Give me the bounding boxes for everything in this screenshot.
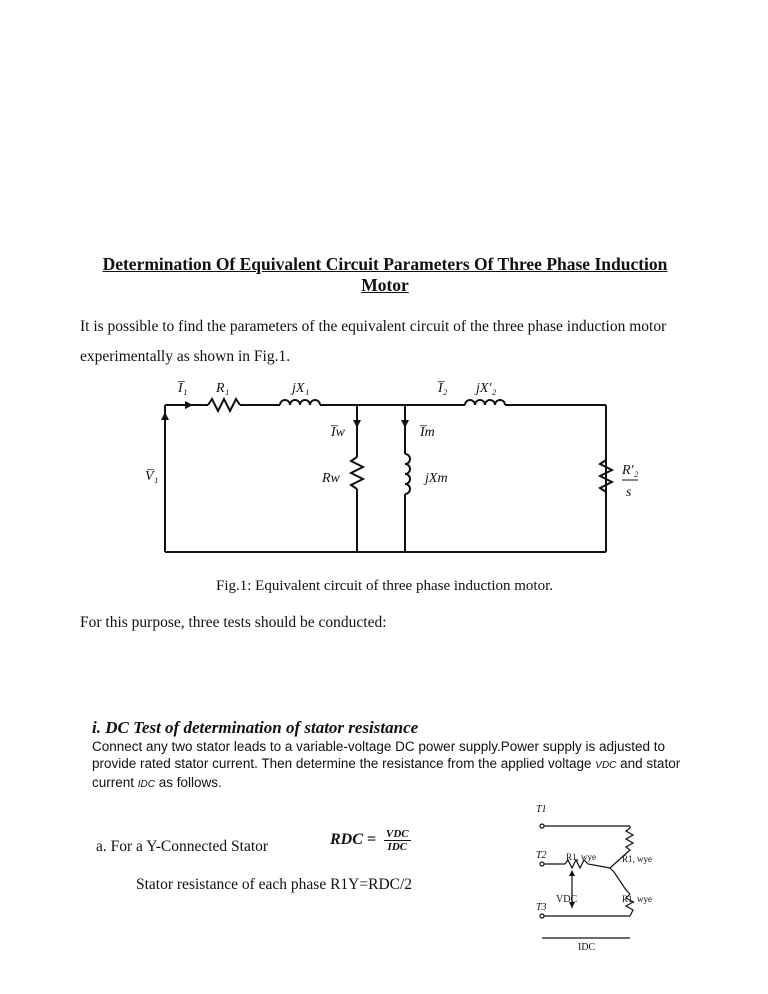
dc-test-diagram [530,798,660,950]
label-jxm: jXm [425,471,448,486]
jxm-inductor [405,454,410,494]
rdc-formula [330,828,411,853]
rdc-fraction [384,828,411,853]
intro-line-1: It is possible to find the parameters of the equivalent circuit of the three phase induction motor [80,318,667,335]
rdc-denominator: IDC [387,841,408,853]
rdc-lhs: RDC = [330,831,377,849]
label-i1: I̅₁ [178,381,188,396]
body-part-1: Connect any two stator leads to a variable-voltage DC power supply.Power supply is adjusted to provide rated stator current. Then determine the resistance from the applied voltage [92,739,666,771]
section-body [92,738,692,793]
label-r1: R₁ [216,381,230,396]
page-title [40,254,730,296]
label-idc: IDC [578,942,596,950]
equivalent-circuit-diagram [0,370,768,570]
label-vdc: VDC [556,894,578,905]
title-line-1: Determination Of Equivalent Circuit Parameters Of Three Phase Induction [102,254,668,274]
label-jx1: jX₁ [292,381,310,396]
label-t2: T2 [536,850,547,861]
r1-resistor [208,399,240,411]
label-jx2: jX′₂ [476,381,497,396]
label-r2: R′₂ [622,463,639,478]
label-s: s [626,485,632,500]
label-i2: I̅₂ [438,381,448,396]
rw-resistor [351,457,363,489]
title-line-2: Motor [361,275,409,295]
iw-arrow [353,420,361,428]
jx2-inductor [465,400,505,405]
im-arrow [401,420,409,428]
body-part-2: and stator current [92,756,681,790]
label-v1: V̅₁ [145,469,159,484]
vdc-arrow-up [569,870,575,876]
intro-paragraph [80,312,720,372]
v1-arrow [161,412,169,420]
rdc-numerator: VDC [386,828,409,840]
label-t1: T1 [536,804,547,815]
intro-line-2: experimentally as shown in Fig.1. [80,348,291,365]
stator-resistance-text: Stator resistance of each phase R1Y=RDC/2 [136,876,413,893]
jx1-inductor [280,400,320,405]
label-rwye-b: R1, wye [622,854,652,864]
label-t3: T3 [536,902,547,913]
vdc-inline: VDC [595,760,617,771]
section-heading: i. DC Test of determination of stator resistance [92,718,419,737]
y-connected-label: a. For a Y-Connected Stator [96,838,269,855]
label-rw: Rw [322,471,340,486]
body-part-3: as follows. [155,775,222,790]
label-rwye-a: R1, wye [566,852,596,862]
label-im: I̅m [420,425,435,440]
label-iw: I̅w [331,425,345,440]
purpose-text: For this purpose, three tests should be conducted: [80,614,387,631]
label-rwye-c: R1, wye [622,894,652,904]
i1-arrow [185,401,193,409]
idc-inline: IDC [137,779,156,790]
figure-caption: Fig.1: Equivalent circuit of three phase induction motor. [216,578,554,594]
